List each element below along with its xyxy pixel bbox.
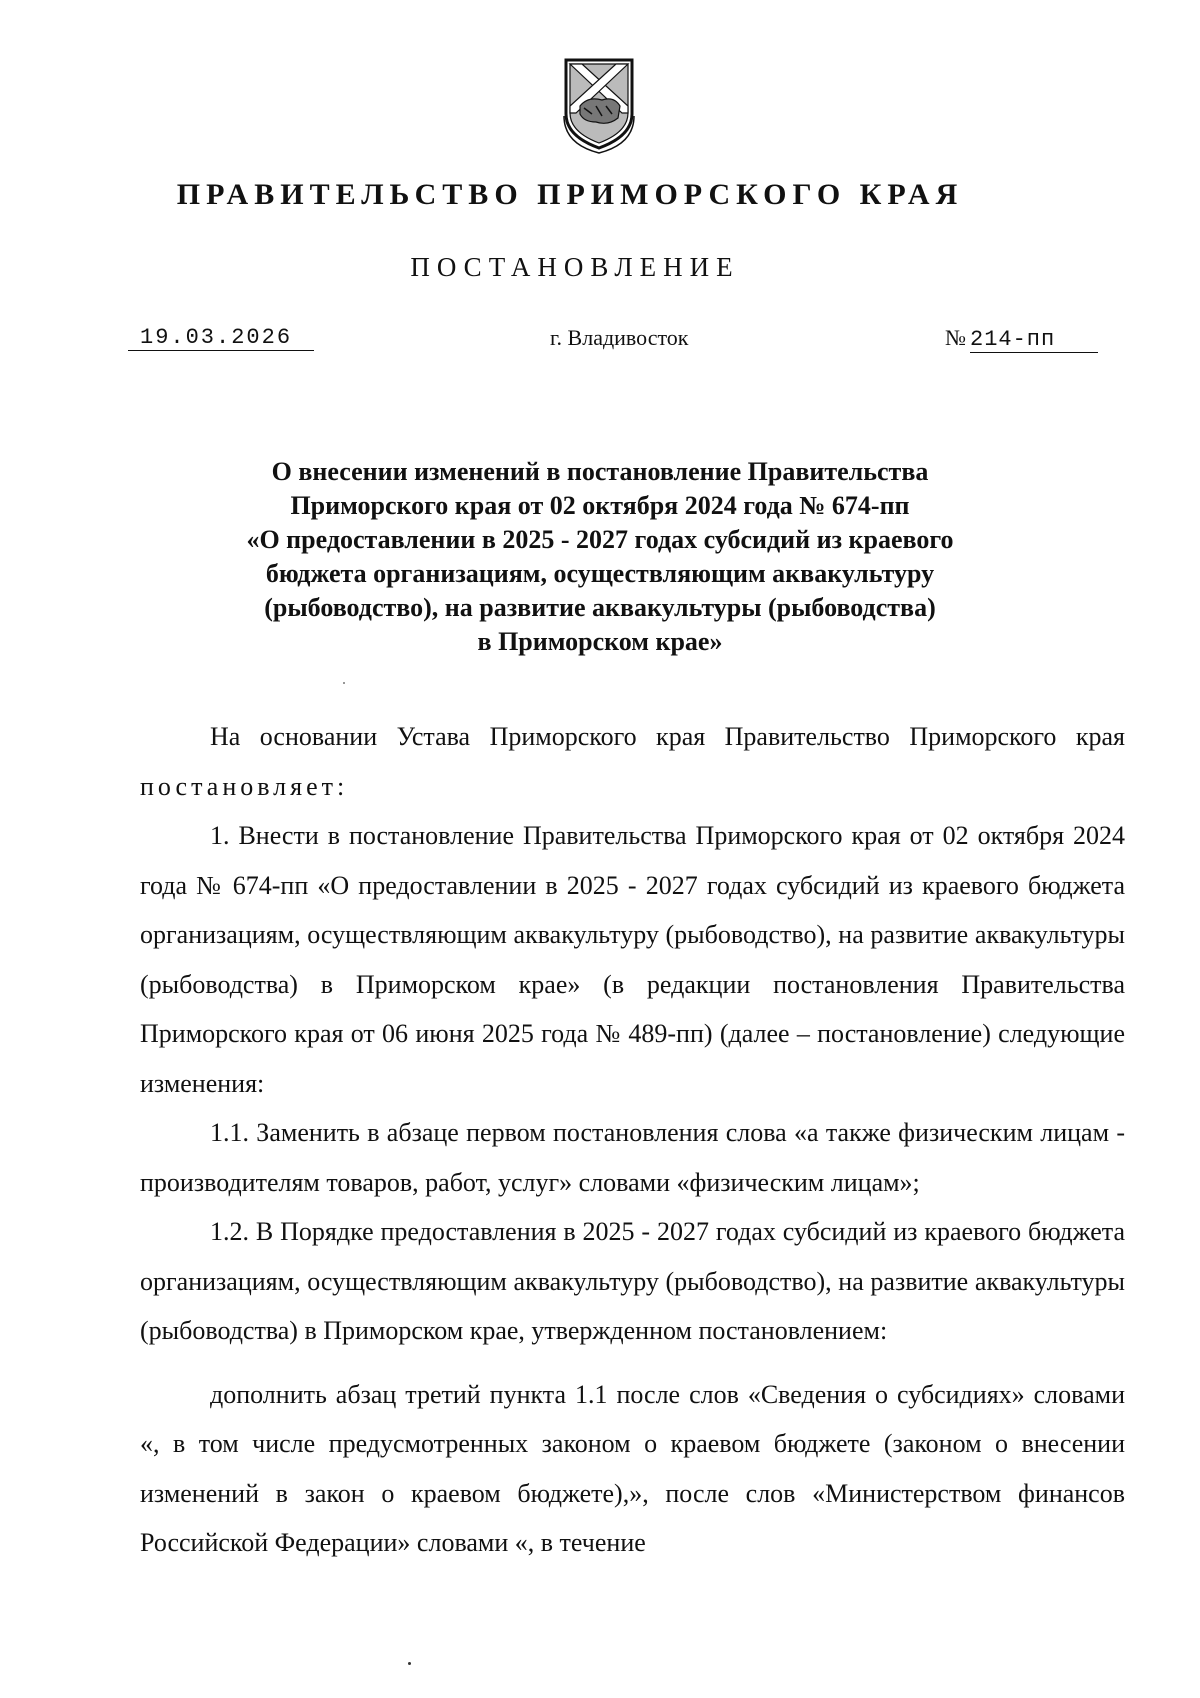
title-line: бюджета организациям, осуществляющим аквакультуру [265,559,935,588]
paragraph-item-1-1: 1.1. Заменить в абзаце первом постановления слова «а также физическим лицам - производителям товаров, работ, услуг» словами «физическим лицам»; [140,1118,1125,1197]
document-body [140,712,1125,1568]
preamble-text: На основании Устава Приморского края Правительство Приморского края [210,722,1125,751]
paragraph-item-1-2: 1.2. В Порядке предоставления в 2025 - 2027 годах субсидий из краевого бюджета организациям, осуществляющим аквакультуру (рыбоводство), на развитие аквакультуры (рыбоводства) в Приморском крае, утвержденном постановлением: [140,1217,1125,1345]
document-city: г. Владивосток [550,325,689,350]
title-line: «О предоставлении в 2025 - 2027 годах субсидий из краевого [246,525,954,554]
document-type: ПОСТАНОВЛЕНИЕ [410,252,740,282]
preamble-resolves: постановляет: [140,771,349,801]
paragraph-amendment: дополнить абзац третий пункта 1.1 после слов «Сведения о субсидиях» словами «, в том числе предусмотренных законом о краевом бюджете (законом о внесении изменений в закон о краевом бюджете),», после слов «Министерством финансов Российской Федерации» словами «, в течение [140,1379,1125,1557]
scan-speck [408,1662,411,1665]
paragraph-preamble [140,712,1125,811]
paragraph-item-1: 1. Внести в постановление Правительства Приморского края от 02 октября 2024 года № 674-пп «О предоставлении в 2025 - 2027 годах субсидий из краевого бюджета организациям, осуществляющим аквакультуру (рыбоводство), на развитие аквакультуры (рыбоводства) в Приморском крае» (в редакции постановления Правительства Приморского края от 06 июня 2025 года № 489-пп) (далее – постановление) следующие изменения: [140,821,1125,1098]
document-date: 19.03.2026 [128,326,314,351]
title-line: (рыбоводство), на развитие аквакультуры (рыбоводства) [264,593,936,622]
number-label: № [945,325,966,350]
title-line: в Приморском крае» [477,627,723,656]
organization-title: ПРАВИТЕЛЬСТВО ПРИМОРСКОГО КРАЯ [176,178,964,211]
number-value: 214-пп [970,328,1098,353]
scan-speck [343,682,345,684]
title-line: Приморского края от 02 октября 2024 года № 674-пп [290,491,910,520]
coat-of-arms-icon [562,56,636,154]
title-line: О внесении изменений в постановление Правительства [271,457,929,486]
document-number [945,326,1115,353]
document-title [140,455,1060,659]
